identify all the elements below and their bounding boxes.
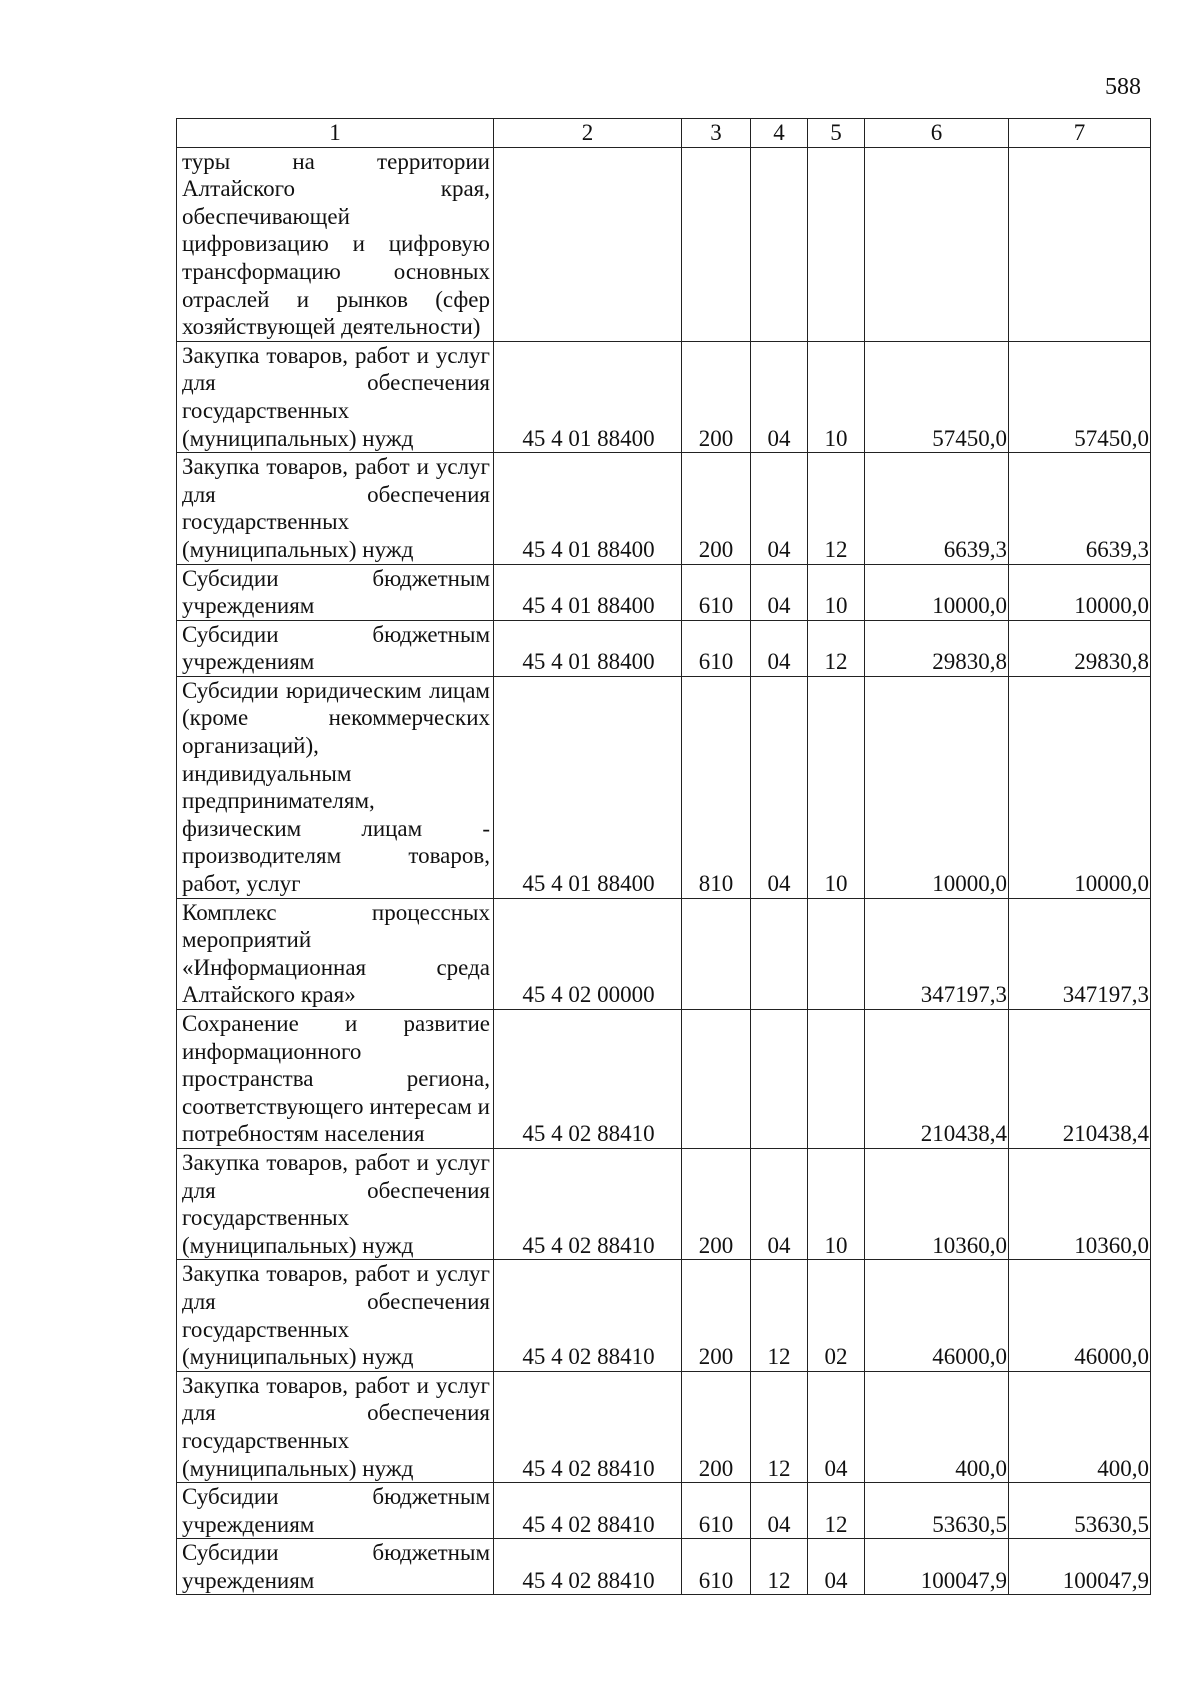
section-cell xyxy=(751,147,808,341)
expense-type-cell: 610 xyxy=(682,1483,751,1539)
amount-cell: 100047,9 xyxy=(1009,1539,1151,1595)
target-code-cell: 45 4 02 88410 xyxy=(494,1148,682,1259)
item-name-cell: Сохранение и развитие информационного пространства региона, соответствующего интересам и потребностям населения xyxy=(177,1010,494,1149)
subsection-cell xyxy=(808,1010,865,1149)
amount-cell xyxy=(1009,147,1151,341)
column-header: 4 xyxy=(751,119,808,148)
item-name-cell: Закупка товаров, работ и услуг для обеспечения государственных (муниципальных) нужд xyxy=(177,341,494,452)
table-row xyxy=(177,147,1151,341)
subsection-cell: 10 xyxy=(808,341,865,452)
amount-cell: 46000,0 xyxy=(1009,1260,1151,1371)
section-cell xyxy=(751,1010,808,1149)
subsection-cell: 10 xyxy=(808,676,865,898)
target-code-cell: 45 4 02 88410 xyxy=(494,1260,682,1371)
amount-cell: 6639,3 xyxy=(1009,453,1151,564)
section-cell: 04 xyxy=(751,1148,808,1259)
expense-type-cell: 200 xyxy=(682,1148,751,1259)
amount-cell xyxy=(865,147,1009,341)
expense-type-cell: 610 xyxy=(682,564,751,620)
column-header: 7 xyxy=(1009,119,1151,148)
target-code-cell: 45 4 01 88400 xyxy=(494,453,682,564)
table-row xyxy=(177,898,1151,1009)
target-code-cell: 45 4 01 88400 xyxy=(494,564,682,620)
table-row xyxy=(177,453,1151,564)
item-name-cell: туры на территории Алтайского края, обеспечивающей цифровизацию и цифровую трансформацию основных отраслей и рынков (сфер хозяйствующей деятельности) xyxy=(177,147,494,341)
target-code-cell: 45 4 02 88410 xyxy=(494,1010,682,1149)
subsection-cell: 02 xyxy=(808,1260,865,1371)
target-code-cell: 45 4 02 00000 xyxy=(494,898,682,1009)
budget-table xyxy=(176,118,1151,1595)
expense-type-cell xyxy=(682,1010,751,1149)
subsection-cell xyxy=(808,147,865,341)
table-row xyxy=(177,341,1151,452)
item-name-cell: Закупка товаров, работ и услуг для обеспечения государственных (муниципальных) нужд xyxy=(177,453,494,564)
table-row xyxy=(177,676,1151,898)
expense-type-cell: 610 xyxy=(682,1539,751,1595)
amount-cell: 6639,3 xyxy=(865,453,1009,564)
amount-cell: 29830,8 xyxy=(1009,620,1151,676)
subsection-cell: 12 xyxy=(808,1483,865,1539)
subsection-cell: 10 xyxy=(808,564,865,620)
amount-cell: 53630,5 xyxy=(865,1483,1009,1539)
item-name-cell: Субсидии бюджетным учреждениям xyxy=(177,564,494,620)
section-cell: 04 xyxy=(751,1483,808,1539)
amount-cell: 46000,0 xyxy=(865,1260,1009,1371)
table-row xyxy=(177,1539,1151,1595)
amount-cell: 29830,8 xyxy=(865,620,1009,676)
section-cell: 04 xyxy=(751,620,808,676)
target-code-cell xyxy=(494,147,682,341)
expense-type-cell: 810 xyxy=(682,676,751,898)
amount-cell: 210438,4 xyxy=(1009,1010,1151,1149)
subsection-cell: 10 xyxy=(808,1148,865,1259)
expense-type-cell xyxy=(682,898,751,1009)
table-header-row xyxy=(177,119,1151,148)
amount-cell: 10000,0 xyxy=(865,564,1009,620)
amount-cell: 10000,0 xyxy=(1009,564,1151,620)
item-name-cell: Закупка товаров, работ и услуг для обеспечения государственных (муниципальных) нужд xyxy=(177,1148,494,1259)
column-header: 3 xyxy=(682,119,751,148)
amount-cell: 53630,5 xyxy=(1009,1483,1151,1539)
target-code-cell: 45 4 02 88410 xyxy=(494,1371,682,1482)
section-cell: 12 xyxy=(751,1260,808,1371)
target-code-cell: 45 4 01 88400 xyxy=(494,341,682,452)
target-code-cell: 45 4 01 88400 xyxy=(494,676,682,898)
section-cell: 04 xyxy=(751,564,808,620)
table-row xyxy=(177,1371,1151,1482)
subsection-cell: 12 xyxy=(808,620,865,676)
amount-cell: 347197,3 xyxy=(1009,898,1151,1009)
amount-cell: 10000,0 xyxy=(1009,676,1151,898)
target-code-cell: 45 4 02 88410 xyxy=(494,1539,682,1595)
amount-cell: 210438,4 xyxy=(865,1010,1009,1149)
column-header: 2 xyxy=(494,119,682,148)
amount-cell: 347197,3 xyxy=(865,898,1009,1009)
item-name-cell: Комплекс процессных мероприятий «Информационная среда Алтайского края» xyxy=(177,898,494,1009)
table-row xyxy=(177,1483,1151,1539)
expense-type-cell: 200 xyxy=(682,453,751,564)
table-row xyxy=(177,564,1151,620)
item-name-cell: Субсидии бюджетным учреждениям xyxy=(177,1539,494,1595)
item-name-cell: Субсидии юридическим лицам (кроме некоммерческих организаций), индивидуальным предпринимателям, физическим лицам - производителям товаров, работ, услуг xyxy=(177,676,494,898)
expense-type-cell: 200 xyxy=(682,341,751,452)
amount-cell: 57450,0 xyxy=(865,341,1009,452)
item-name-cell: Субсидии бюджетным учреждениям xyxy=(177,620,494,676)
column-header: 5 xyxy=(808,119,865,148)
item-name-cell: Субсидии бюджетным учреждениям xyxy=(177,1483,494,1539)
amount-cell: 10360,0 xyxy=(1009,1148,1151,1259)
expense-type-cell: 200 xyxy=(682,1371,751,1482)
section-cell: 12 xyxy=(751,1539,808,1595)
subsection-cell: 12 xyxy=(808,453,865,564)
target-code-cell: 45 4 01 88400 xyxy=(494,620,682,676)
column-header: 6 xyxy=(865,119,1009,148)
section-cell: 12 xyxy=(751,1371,808,1482)
item-name-cell: Закупка товаров, работ и услуг для обеспечения государственных (муниципальных) нужд xyxy=(177,1260,494,1371)
table-row xyxy=(177,1148,1151,1259)
table-row xyxy=(177,1260,1151,1371)
expense-type-cell: 200 xyxy=(682,1260,751,1371)
section-cell: 04 xyxy=(751,341,808,452)
amount-cell: 400,0 xyxy=(1009,1371,1151,1482)
amount-cell: 400,0 xyxy=(865,1371,1009,1482)
expense-type-cell: 610 xyxy=(682,620,751,676)
amount-cell: 10000,0 xyxy=(865,676,1009,898)
amount-cell: 10360,0 xyxy=(865,1148,1009,1259)
expense-type-cell xyxy=(682,147,751,341)
section-cell: 04 xyxy=(751,676,808,898)
amount-cell: 57450,0 xyxy=(1009,341,1151,452)
table-row xyxy=(177,620,1151,676)
amount-cell: 100047,9 xyxy=(865,1539,1009,1595)
target-code-cell: 45 4 02 88410 xyxy=(494,1483,682,1539)
subsection-cell: 04 xyxy=(808,1371,865,1482)
page-number: 588 xyxy=(1105,74,1141,100)
table-row xyxy=(177,1010,1151,1149)
column-header: 1 xyxy=(177,119,494,148)
section-cell xyxy=(751,898,808,1009)
subsection-cell: 04 xyxy=(808,1539,865,1595)
subsection-cell xyxy=(808,898,865,1009)
section-cell: 04 xyxy=(751,453,808,564)
item-name-cell: Закупка товаров, работ и услуг для обеспечения государственных (муниципальных) нужд xyxy=(177,1371,494,1482)
